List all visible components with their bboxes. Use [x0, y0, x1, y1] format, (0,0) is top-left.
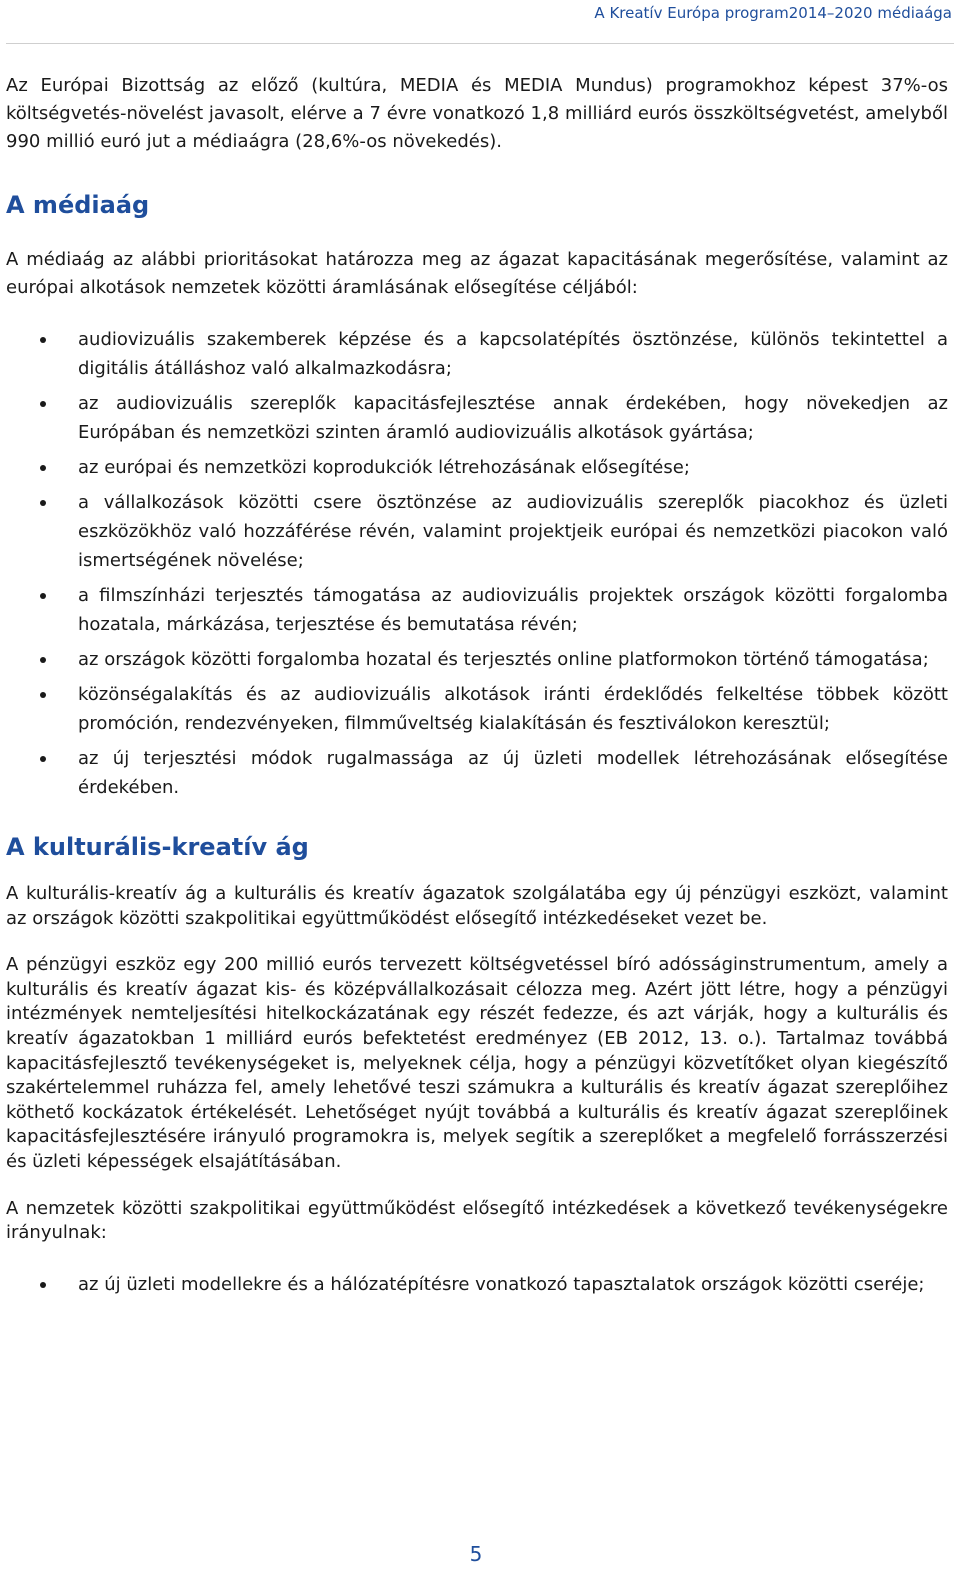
- bullet-icon: [40, 500, 46, 506]
- list-item: közönségalakítás és az audiovizuális alkotások iránti érdeklődés felkeltése többek között promóción, rendezvényeken, filmműveltség kialakításán és fesztiválokon keresztül;: [6, 680, 948, 738]
- bullet-icon: [40, 593, 46, 599]
- list-item: az audiovizuális szereplők kapacitásfejlesztése annak érdekében, hogy növekedjen az Európában és nemzetközi szinten áramló audiovizuális alkotások gyártása;: [6, 389, 948, 447]
- bullet-icon: [40, 401, 46, 407]
- list-item: az új üzleti modellekre és a hálózatépítésre vonatkozó tapasztalatok országok közötti cseréje;: [6, 1270, 948, 1299]
- section-heading-cultural: A kulturális-kreatív ág: [6, 833, 309, 861]
- section-heading-media: A médiaág: [6, 191, 150, 219]
- header-divider: [6, 43, 954, 44]
- bullet-icon: [40, 692, 46, 698]
- bullet-icon: [40, 465, 46, 471]
- bullet-icon: [40, 1282, 46, 1288]
- intro-paragraph: Az Európai Bizottság az előző (kultúra, MEDIA és MEDIA Mundus) programokhoz képest 37%-os költségvetés-növelést javasolt, elérve a 7 évre vonatkozó 1,8 milliárd eurós összköltségvetést, amelyből 990 millió euró jut a médiaágra (28,6%-os növekedés).: [6, 75, 948, 152]
- list-item: audiovizuális szakemberek képzése és a kapcsolatépítés ösztönzése, különös tekintettel a digitális átálláshoz való alkalmazkodásra;: [6, 325, 948, 383]
- media-priorities-list: [6, 325, 948, 802]
- bullet-icon: [40, 657, 46, 663]
- list-item: az új terjesztési módok rugalmassága az új üzleti modellek létrehozásának elősegítése érdekében.: [6, 744, 948, 802]
- bullet-icon: [40, 756, 46, 762]
- list-item: a vállalkozások közötti csere ösztönzése az audiovizuális szereplők piacokhoz és üzleti eszközökhöz való hozzáférése révén, valamint projektjeik európai és nemzetközi piacokon való ismertségének növelése;: [6, 488, 948, 575]
- bullet-icon: [40, 337, 46, 343]
- list-item: a filmszínházi terjesztés támogatása az audiovizuális projektek országok közötti forgalomba hozatala, márkázása, terjesztése és bemutatása révén;: [6, 581, 948, 639]
- running-header: A Kreatív Európa program2014–2020 médiaága: [594, 4, 952, 22]
- media-lead-paragraph: A médiaág az alábbi prioritásokat határozza meg az ágazat kapacitásának megerősítése, valamint az európai alkotások nemzetek közötti áramlásának elősegítése céljából:: [6, 249, 948, 298]
- page-number: 5: [469, 1542, 483, 1566]
- list-item: az európai és nemzetközi koprodukciók létrehozásának elősegítése;: [6, 453, 948, 482]
- cultural-paragraph-2: A pénzügyi eszköz egy 200 millió eurós tervezett költségvetéssel bíró adósságinstrumentum, amely a kulturális és kreatív ágazat kis- és középvállalkozásait célozza meg. Azért jött létre, hogy a pénzügyi intézmények nemteljesítési hitelkockázatának egy részét fedezze, és azt várják, hogy a kulturális és kreatív ágazatokban 1 milliárd eurós befektetést eredményez (EB 2012, 13. o.). Tartalmaz továbbá kapacitásfejlesztő tevékenységeket is, melyeknek célja, hogy a pénzügyi közvetítőket olyan kiegészítő szakértelemmel ruházza fel, amely lehetővé teszi számukra a kulturális és kreatív ágazat szereplőihez köthető kockázatok értékelését. Lehetőséget nyújt továbbá a kulturális és kreatív ágazat szereplőinek kapacitásfejlesztésére irányuló programokra is, melyek segítik a szereplőket a megfelelő forrásszerzési és üzleti képességek elsajátításában.: [6, 954, 948, 1172]
- cultural-activities-list: [6, 1270, 948, 1299]
- cultural-paragraph-1: A kulturális-kreatív ág a kulturális és kreatív ágazatok szolgálatába egy új pénzügyi eszközt, valamint az országok közötti szakpolitikai együttműködést elősegítő intézkedéseket vezet be.: [6, 883, 948, 929]
- cultural-paragraph-3: A nemzetek közötti szakpolitikai együttműködést elősegítő intézkedések a következő tevékenységekre irányulnak:: [6, 1197, 948, 1244]
- list-item: az országok közötti forgalomba hozatal és terjesztés online platformokon történő támogatása;: [6, 645, 948, 674]
- page-content: [6, 72, 948, 1305]
